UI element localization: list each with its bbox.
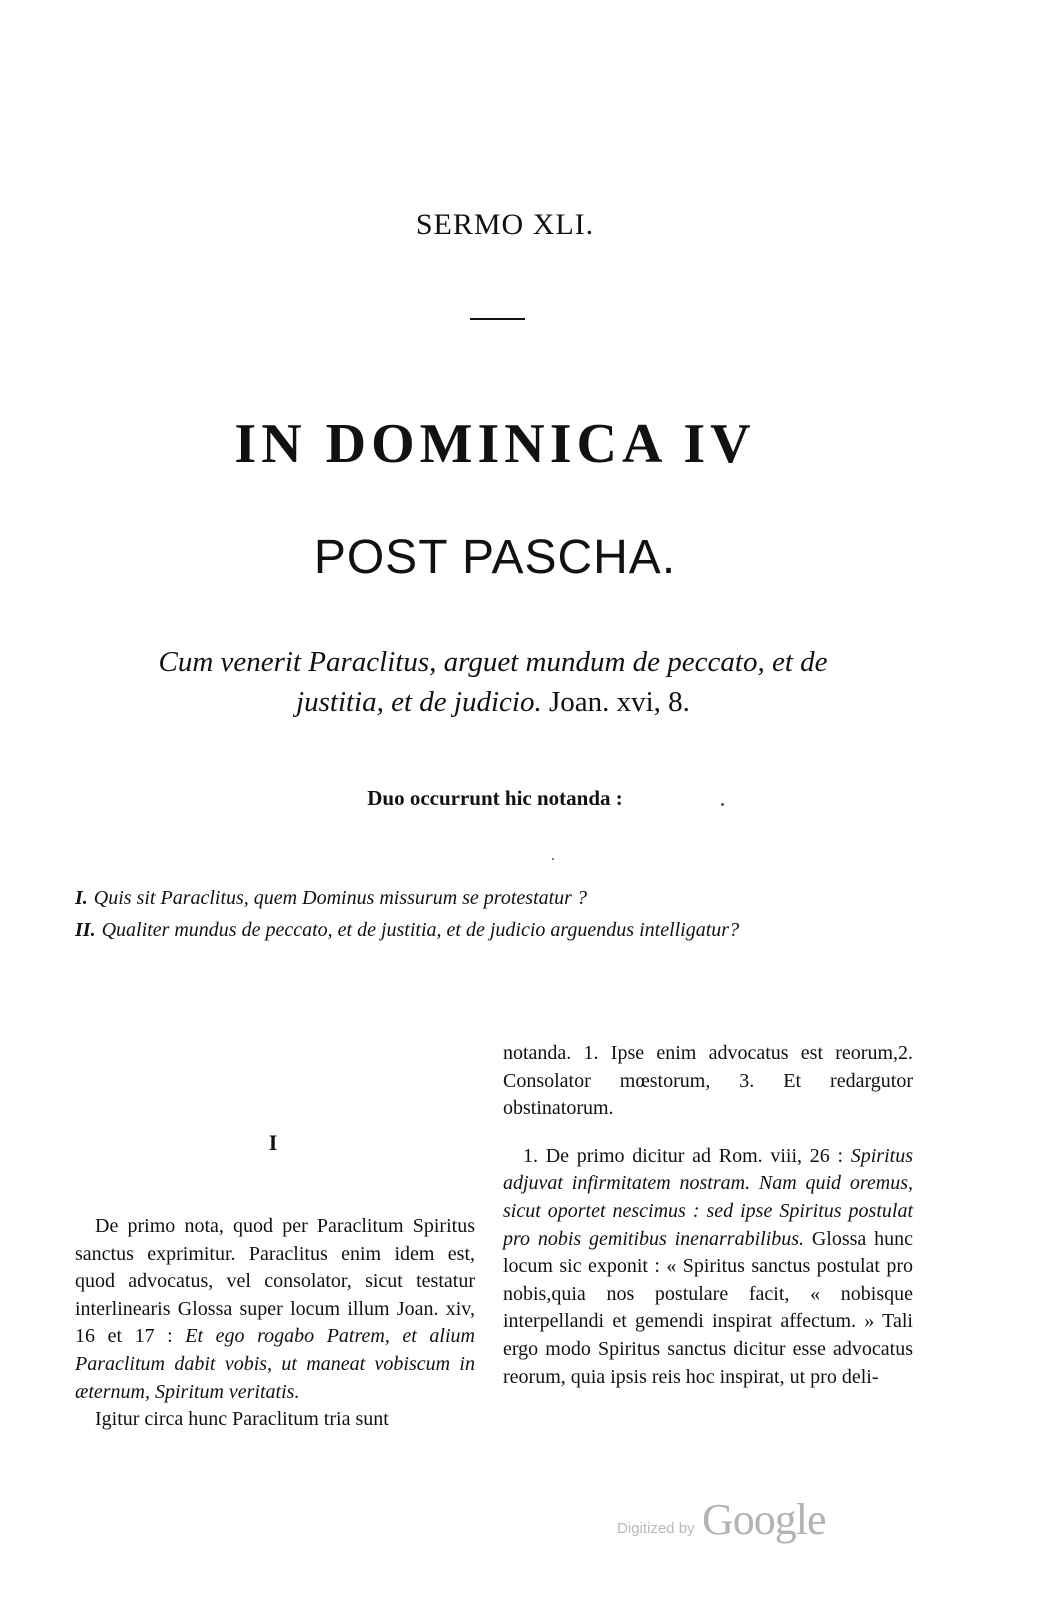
right-p2-rest: Glossa hunc locum sic exponit : « Spiritus sanctus postulat pro nobis,quia nos postulare facit, « nobisque interpellandi et gemendi inspirat affectum. » Tali ergo modo Spiritus sanctus dicitur esse advocatus reorum, quia ipsis reis hoc inspirat, ut pro deli- <box>503 1227 913 1388</box>
epigraph-line-2: justitia, et de judicio. <box>296 686 542 718</box>
right-paragraph-2 <box>503 1143 913 1391</box>
point-text: Qualiter mundus de peccato, et de justitia, et de judicio arguendus intelligatur? <box>101 919 740 941</box>
section-number: I <box>268 1130 278 1155</box>
title-line-2: POST PASCHA. <box>313 531 677 584</box>
left-p1-quote: Et ego rogabo Patrem, et alium Paraclitum dabit vobis, ut maneat vobiscum in æternum, Spiritum veritatis. <box>75 1325 475 1403</box>
epigraph <box>70 642 916 722</box>
point-number: I. <box>75 887 88 909</box>
scan-speck <box>721 803 724 806</box>
right-column <box>503 1040 913 1391</box>
point-text: Quis sit Paraclitus, quem Dominus missurum se protestatur ? <box>93 887 587 909</box>
right-p2-quote: Spiritus adjuvat infirmitatem nostram. Nam quid oremus, sicut oportet nescimus : sed ipse Spiritus postulat pro nobis gemitibus inenarrabilibus. <box>503 1144 913 1250</box>
epigraph-reference: Joan. xvi, 8. <box>541 686 690 718</box>
point-list <box>75 882 935 946</box>
lead-sentence: Duo occurrunt hic notanda : <box>367 786 623 810</box>
left-paragraph-2: Igitur circa hunc Paraclitum tria sunt <box>95 1408 389 1431</box>
point-number: II. <box>75 919 96 941</box>
right-paragraph-1: notanda. 1. Ipse enim advocatus est reorum,2. Consolator mœstorum, 3. Et redargutor obstinatorum. <box>503 1042 913 1120</box>
left-column <box>75 1213 475 1434</box>
left-paragraph-1 <box>75 1213 475 1406</box>
left-p1-text: De primo nota, quod per Paraclitum Spiritus sanctus exprimitur. Paraclitus enim idem est, quod advocatus, vel consolator, sicut testatur interlinearis Glossa super locum illum Joan. xiv, 16 et 17 : <box>75 1215 475 1348</box>
epigraph-line-1: Cum venerit Paraclitus, arguet mundum de peccato, et de <box>158 646 828 678</box>
scan-speck <box>552 858 554 860</box>
sermon-number: SERMO XLI. <box>415 208 595 241</box>
google-logo: Google <box>702 1495 826 1544</box>
point-item <box>75 882 935 914</box>
right-p2-lead: 1. De primo dicitur ad Rom. viii, 26 : <box>523 1144 851 1167</box>
point-item <box>75 914 935 946</box>
digitized-by-label: Digitized by <box>617 1520 695 1537</box>
title-line-1: IN DOMINICA IV <box>234 413 756 475</box>
title-divider <box>470 318 525 320</box>
